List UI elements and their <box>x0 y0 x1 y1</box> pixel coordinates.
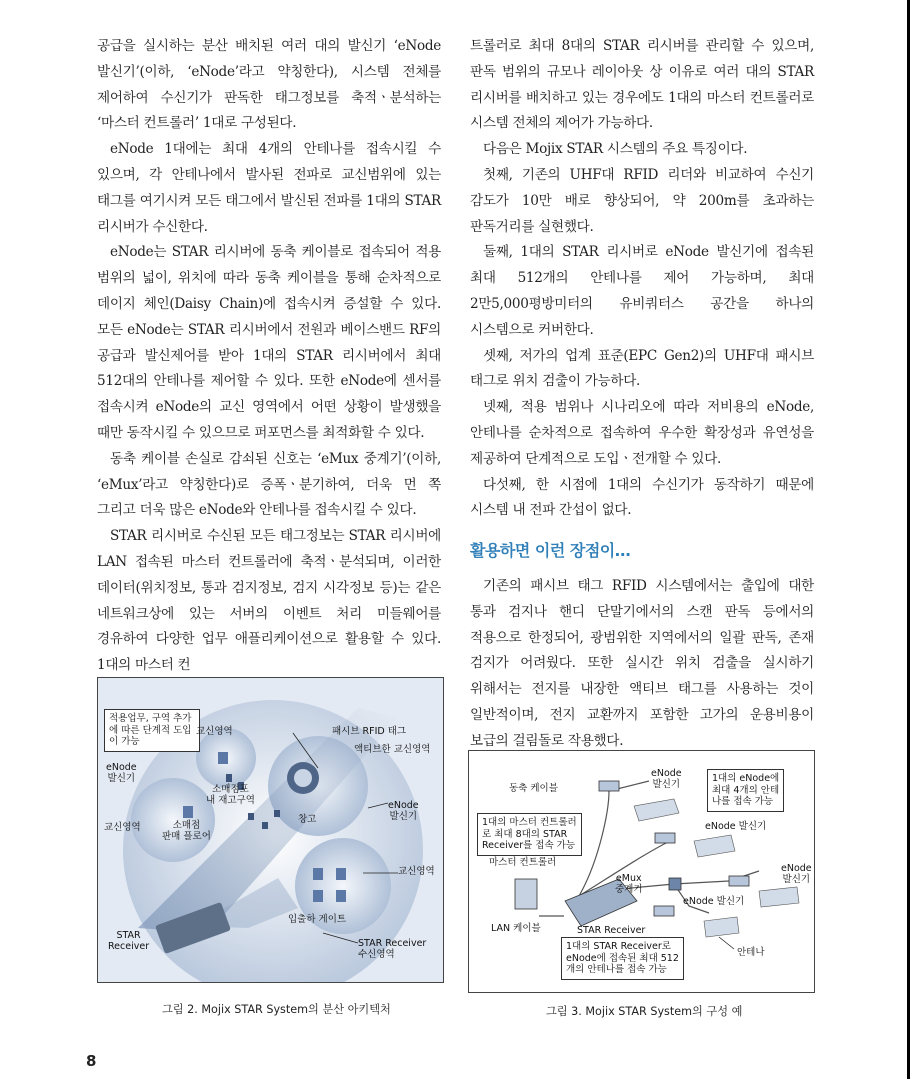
retail-floor-label: 소매점 판매 플로어 <box>162 820 211 842</box>
antenna-panel <box>634 799 679 821</box>
rfid-tag <box>262 822 268 829</box>
paragraph: 기존의 패시브 태그 RFID 시스템에서는 출입에 대한 통과 검지나 핸디 단말기에서의 스캔 판독 등에서의 적용으로 한정되어, 광범위한 지역에서의 일괄 판독, 존재 검지가 어려웠다. 또한 실시간 위치 검출을 실시하기 위해서는 전지를 내장한 액티브 태그를 사용하는 것이 일반적이며, 전지 교환까지 포함한 고가의 운용비용이 보급의 걸림돌로 작용했다. <box>470 577 814 749</box>
left-text-column <box>97 34 441 679</box>
active-area-label: 액티브한 교신영역 <box>354 744 431 755</box>
antenna-panel <box>759 887 799 907</box>
enode-device <box>599 781 619 791</box>
comm-area-label: 교신영역 <box>196 726 233 737</box>
enode-label: eNode 발신기 <box>705 821 767 832</box>
store-label: 소매점포 내 재고구역 <box>206 784 255 806</box>
paragraph: eNode 1대에는 최대 4개의 안테나를 접속시킬 수 있으며, 각 안테나에서 발사된 전파로 교신범위에 있는 태그를 여기시켜 모든 태그에서 발신된 전파를 1대의 STAR 리시버가 수신한다. <box>97 141 441 235</box>
master-controller-label: 마스터 컨트롤러 <box>489 857 557 868</box>
gate-device <box>336 890 346 902</box>
enode-device <box>729 876 749 886</box>
figure-3-caption: 그림 3. Mojix STAR System의 구성 예 <box>546 1005 743 1018</box>
enode-label: eNode 발신기 <box>781 863 812 885</box>
gate-device <box>336 868 346 880</box>
enode-device <box>655 833 675 843</box>
warehouse-label: 창고 <box>298 814 317 825</box>
emux-device <box>669 878 681 890</box>
enode-antenna-device <box>294 769 312 787</box>
figure-2-caption: 그림 2. Mojix STAR System의 분산 아키텍처 <box>162 1003 391 1016</box>
comm-area-label: 교신영역 <box>104 822 141 833</box>
callout-box: 적용업무, 구역 추가에 따른 단계적 도입이 가능 <box>104 709 200 752</box>
master-controller-device <box>515 879 537 909</box>
rfid-tag <box>226 774 232 782</box>
star-receiver-label: STAR Receiver <box>108 930 150 952</box>
section-heading: 활용하면 이런 장점이… <box>470 541 631 561</box>
paragraph: 동축 케이블 손실로 감쇠된 신호는 ‘eMux 중계기’(이하, ‘eMux’라고 약칭한다)로 증폭ㆍ분기하여, 더욱 먼 쪽 그리고 더욱 많은 eNode와 안테나를 접속시킬 수 있다. <box>97 450 441 519</box>
enode-label: eNode 발신기 <box>106 762 137 784</box>
passive-tag-label: 패시브 RFID 태그 <box>332 726 407 737</box>
receiver-area-label: STAR Receiver 수신영역 <box>358 938 427 960</box>
enode-capacity-box: 1대의 eNode에 최대 4개의 안테 나를 접속 가능 <box>707 769 784 812</box>
paragraph: eNode는 STAR 리시버에 동축 케이블로 접속되어 적용 범위의 넓이, 위치에 따라 동축 케이블을 통해 순차적으로 데이지 체인(Daisy Chain)에 접속시켜 증설할 수 있다. 모든 eNode는 STAR 리시버에서 전원과 베이스밴드 RF의 공급과 발신제어를 받아 1대의 STAR 리시버에서 최대 512대의 안테나를 제어할 수 있다. 또한 eNode에 센서를 접속시켜 eNode의 교신 영역에서 어떤 상황이 발생했을 때만 동작시킬 수 있으므로 퍼포먼스를 최적화할 수 있다. <box>97 244 441 441</box>
coax-label: 동축 케이블 <box>509 783 558 794</box>
paragraph: 넷째, 적용 범위나 시나리오에 따라 저비용의 eNode, 안테나를 순차적으로 접속하여 우수한 확장성과 유연성을 제공하여 단계적으로 도입ㆍ전개할 수 있다. <box>470 399 814 467</box>
enode-device <box>218 752 228 764</box>
star-receiver-label: STAR Receiver <box>577 925 646 936</box>
enode-device <box>183 806 193 818</box>
paragraph: 셋째, 저가의 업계 표준(EPC Gen2)의 UHF대 패시브 태그로 위치 검출이 가능하다. <box>470 347 814 390</box>
enode-label: eNode 발신기 <box>683 896 745 907</box>
paragraph: 다음은 Mojix STAR 시스템의 주요 특징이다. <box>483 141 748 158</box>
paragraph: 트롤러로 최대 8대의 STAR 리시버를 관리할 수 있으며, 판독 범위의 규모나 레이아웃 상 이유로 여러 대의 STAR 리시버를 배치하고 있는 경우에도 1대의 마스터 컨트롤러로 시스템 전체의 제어가 가능하다. <box>470 38 814 132</box>
figure-3-configuration-example <box>468 750 815 993</box>
figure-2-distributed-architecture <box>97 677 444 983</box>
gate-label: 입출하 게이트 <box>288 914 347 925</box>
emux-label: eMux 중계기 <box>615 873 643 895</box>
enode-device <box>654 906 674 916</box>
page-number: 8 <box>86 1052 97 1070</box>
paragraph: 첫째, 기존의 UHF대 RFID 리더와 비교하여 수신기 감도가 10만 배로 향상되어, 약 200m를 초과하는 판독거리를 실현했다. <box>470 166 814 235</box>
paragraph: STAR 리시버로 수신된 모든 태그정보는 STAR 리시버에 LAN 접속된 마스터 컨트롤러에 축적ㆍ분석되며, 이러한 데이터(위치정보, 통과 검지정보, 검지 시각정보 등)는 같은 네트워크상에 있는 서버의 이벤트 처리 미들웨어를 경유하여 다양한 업무 애플리케이션으로 활용할 수 있다. 1대의 마스터 컨 <box>97 528 441 674</box>
paragraph: 공급을 실시하는 분산 배치된 여러 대의 발신기 ‘eNode 발신기’(이하, ‘eNode’라고 약칭한다), 시스템 전체를 제어하여 수신기가 판독한 태그정보를 축적ㆍ분석하는 ‘마스터 컨트롤러’ 1대로 구성된다. <box>97 38 441 132</box>
gate-device <box>313 868 323 880</box>
right-text-column <box>470 34 814 755</box>
rfid-tag <box>248 813 254 820</box>
receiver-capacity-box: 1대의 STAR Receiver로 eNode에 접속된 최대 512 개의 안테나를 접속 가능 <box>561 937 684 980</box>
antenna-label: 안테나 <box>737 947 765 958</box>
antenna-panel <box>694 835 735 857</box>
paragraph: 둘째, 1대의 STAR 리시버로 eNode 발신기에 접속된 최대 512개의 안테나를 제어 가능하며, 최대 2만5,000평방미터의 유비쿼터스 공간을 하나의 시스템으로 커버한다. <box>470 244 814 338</box>
comm-area-label: 교신영역 <box>398 866 435 877</box>
enode-label: eNode 발신기 <box>651 768 682 790</box>
gate-device <box>313 890 323 902</box>
leader-line <box>719 937 734 949</box>
lan-label: LAN 케이블 <box>491 923 541 934</box>
paragraph: 다섯째, 한 시점에 1대의 수신기가 동작하기 때문에 시스템 내 전파 간섭이 없다. <box>470 476 814 519</box>
enode-label: eNode 발신기 <box>388 800 419 822</box>
rfid-tag <box>274 810 280 817</box>
master-capacity-box: 1대의 마스터 컨트롤러 로 최대 8대의 STAR Receiver를 접속 가능 <box>477 813 582 856</box>
antenna-panel <box>704 917 739 937</box>
